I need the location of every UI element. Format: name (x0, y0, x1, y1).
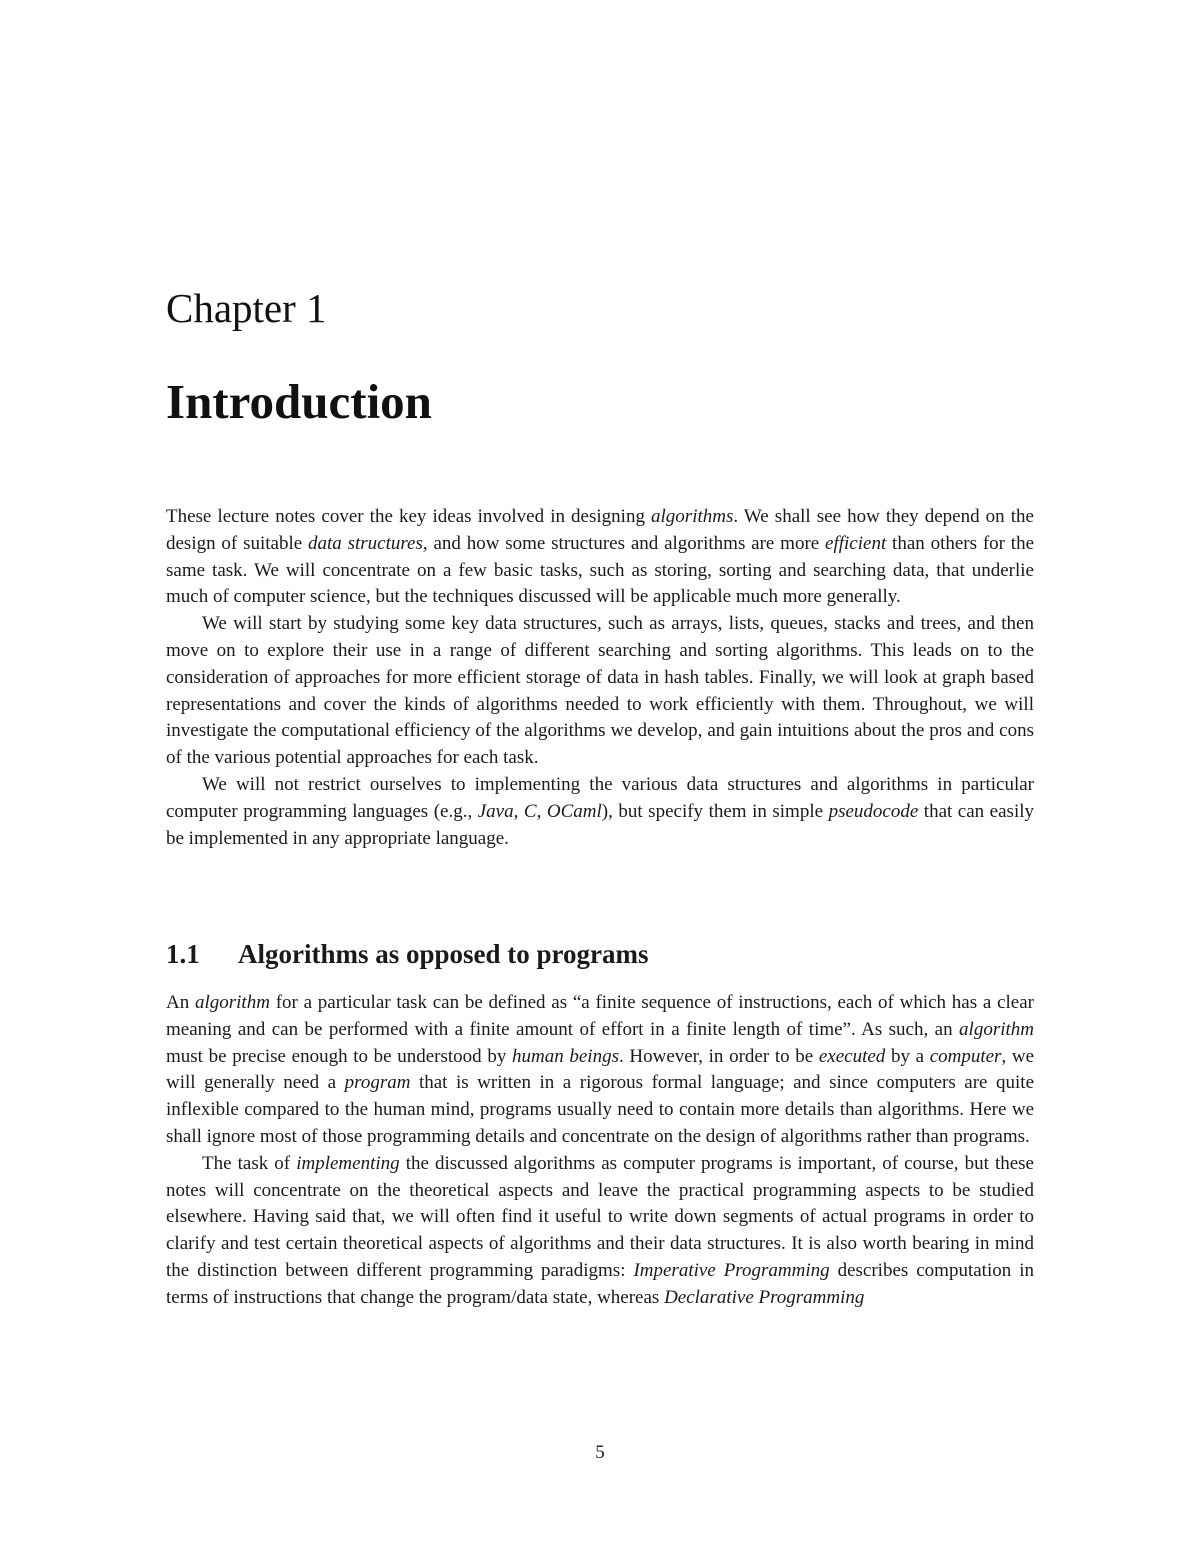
emphasized-term: C (523, 800, 537, 822)
section-heading (166, 936, 649, 972)
intro-paragraph: We will start by studying some key data structures, such as arrays, lists, queues, stacks and trees, and then move on to explore their use in a range of different searching and sorting algorithms. This leads on to the consideration of approaches for more efficient storage of data in hash tables. Finally, we will look at graph based representations and cover the kinds of algorithms needed to work efficiently with them. Throughout, we will investigate the computational efficiency of the algorithms we develop, and gain intuitions about the pros and cons of the various potential approaches for each task. (166, 613, 1034, 769)
section-number: 1.1 (166, 939, 200, 969)
emphasized-term: human beings (511, 1045, 619, 1067)
emphasized-term: implementing (296, 1152, 400, 1174)
page-number: 5 (595, 1442, 605, 1463)
emphasized-term: Declarative Programming (664, 1286, 865, 1308)
document-page (166, 0, 1034, 1553)
emphasized-term: efficient (825, 532, 887, 554)
emphasized-term: algorithms (651, 506, 734, 527)
emphasized-term: algorithm (959, 1018, 1034, 1040)
emphasized-term: algorithm (194, 992, 270, 1013)
emphasized-term: pseudocode (828, 800, 919, 822)
section-paragraph: An algorithm for a particular task can be defined as “a finite sequence of instructions, each of which has a clear meaning and can be performed with a finite amount of effort in a finite length of time”. As such, an algorithm must be precise enough to be understood by human beings. However, in order to be executed by a computer, we will generally need a program that is written in a rigorous formal language; and since computers are quite inflexible compared to the human mind, programs usually need to contain more details than algorithms. Here we shall ignore most of those programming details and concentrate on the design of algorithms rather than programs. (166, 992, 1035, 1147)
chapter-label: Chapter 1 (166, 285, 327, 331)
emphasized-term: Java (477, 800, 514, 822)
emphasized-term: computer (929, 1045, 1002, 1067)
section-paragraph: The task of implementing the discussed algorithms as computer programs is important, of course, but these notes will concentrate on the theoretical aspects and leave the practical programming aspects to be studied elsewhere. Having said that, we will often find it useful to write down segments of actual programs in order to clarify and test certain theoretical aspects of algorithms and their data structures. It is also worth bearing in mind the distinction between different programming paradigms: Imperative Programming describes computation in terms of instructions that change the program/data state, whereas Declarative Programming (166, 1152, 1034, 1308)
section-text (166, 990, 1034, 1312)
intro-paragraph: We will not restrict ourselves to implementing the various data structures and algorithms in particular computer programming languages (e.g., Java, C, OCaml), but specify them in simple pseudocode that can easily be implemented in any appropriate language. (166, 773, 1035, 849)
emphasized-term: executed (818, 1045, 886, 1067)
emphasized-term: Imperative Programming (633, 1259, 830, 1281)
intro-paragraph: These lecture notes cover the key ideas involved in designing algorithms. We shall see how they depend on the design of suitable data structures, and how some structures and algorithms are more efficient than others for the same task. We will concentrate on a few basic tasks, such as storing, sorting and searching data, that underlie much of computer science, but the techniques discussed will be applicable much more generally. (166, 506, 1035, 608)
emphasized-term: data structures (307, 532, 423, 554)
chapter-title: Introduction (166, 374, 432, 429)
section-title: Algorithms as opposed to programs (238, 939, 649, 969)
emphasized-term: OCaml (546, 800, 602, 822)
emphasized-term: program (344, 1072, 411, 1094)
intro-text (166, 504, 1034, 852)
